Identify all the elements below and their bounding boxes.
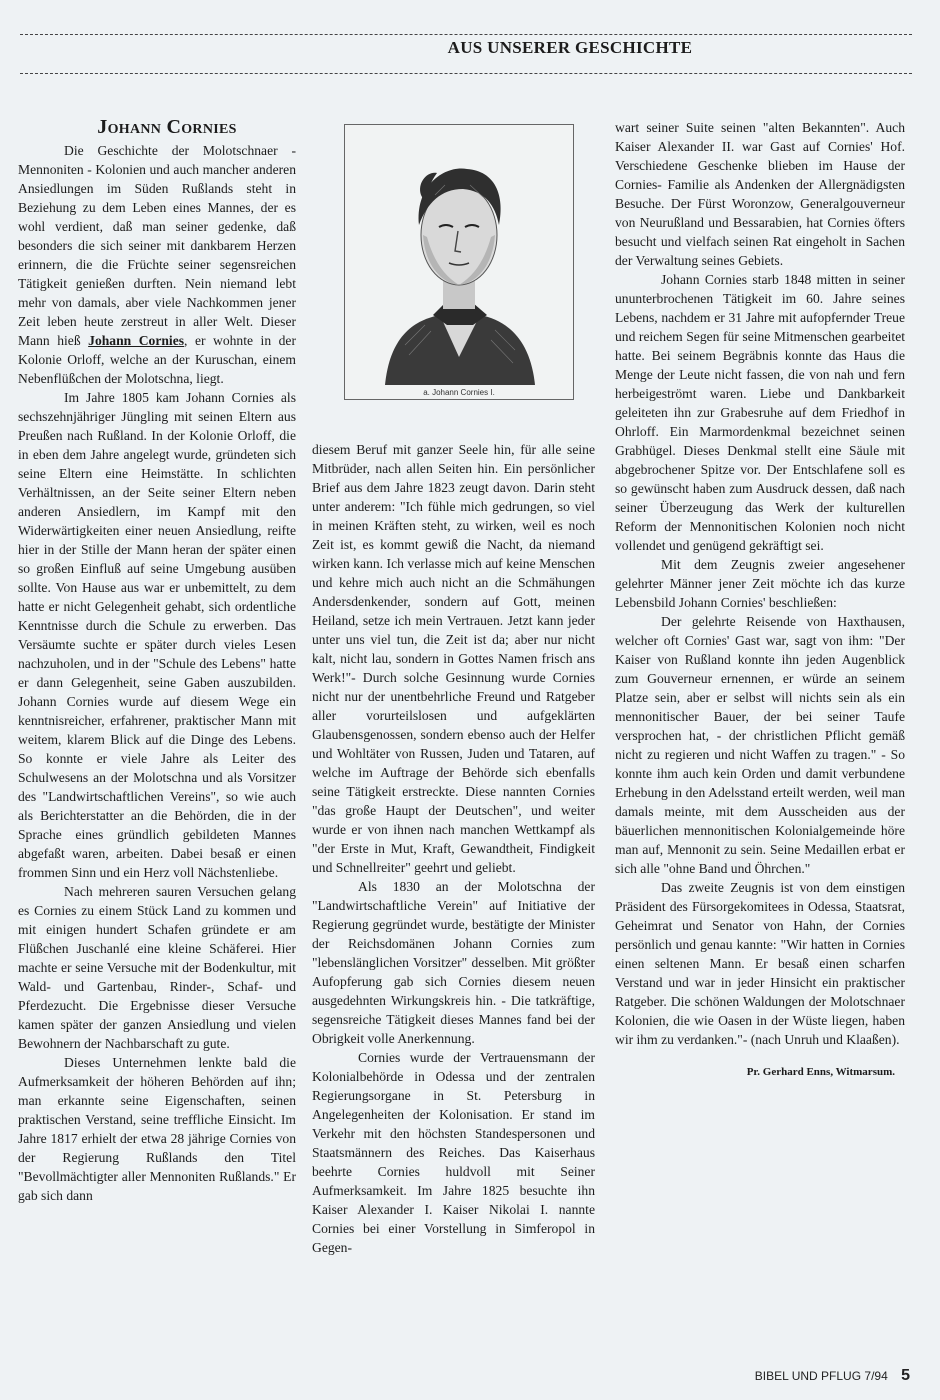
paragraph: Johann Cornies starb 1848 mitten in seiner ununterbrochenen Tätigkeit im 60. Jahre seines Lebens, nachdem er 31 Jahre mit aufopfernder Treue und reichem Segen für seine Mitmenschen gearbeitet hatte. Bei seinem Begräbnis konnte das Haus die Menge der Leute nicht fassen, die von nah und fern herbeigeströmt waren. Liebe und Dankbarkeit geleiteten ihn zur Grabesruhe auf dem Friedhof in Ohrloff. Ein Marmordenkmal bezeichnet seinen Grabhügel. Dieses Denkmal stellt eine Säule mit abgebrochener Spitze vor. Der Entschlafene soll es so gewünscht haben zum Ausdruck dessen, daß nach seiner Überzeugung das Werk der kulturellen Reform der Mennonitischen Kolonien noch nicht vollendet und genügend gekräftigt sei. bbox=[615, 272, 905, 553]
issue-number: 7/94 bbox=[864, 1369, 888, 1383]
paragraph: Mit dem Zeugnis zweier angesehener gelehrter Männer jener Zeit möchte ich das kurze Lebensbild Johann Cornies' beschließen: bbox=[615, 557, 905, 610]
page-number: 5 bbox=[901, 1367, 910, 1384]
header-rule-top bbox=[20, 34, 912, 35]
paragraph: diesem Beruf mit ganzer Seele hin, für alle seine Mitbrüder, nach allen Seiten hin. Ein persönlicher Brief aus dem Jahre 1823 zeugt davon. Darin steht unter anderem: "Ich fühle mich gedrungen, so viel in meinen Kräften steht, zu wirken, weil es noch Zeit ist, es kommt gewiß die Nacht, da niemand wirken kann. Ich verlasse mich auf keine Menschen und kehre mich auch nicht an die Schmähungen Andersdenkender, sondern auf Gott, meinen Heiland, setze ich mein Vertrauen. Jetzt kann jeder unter uns viel tun, die Zeit ist da; aber nur nicht kalt, nicht lau, sondern in Gottes Namen frisch ans Werk!"- Durch solche Gesinnung wurde Cornies nicht nur der unentbehrliche Freund und Ratgeber aller vorurteilslosen und aufgeklärten Glaubensgenossen, sondern ebenso auch der Helfer und Wohltäter von Russen, Juden und Tataren, auf welche im Auftrage der Behörde sich ebenfalls seine Tätigkeit erstreckte. Diese nannten Cornies "das große Haupt der Deutschen", und weiter wurde er von ihnen nach manchen Wettkampf als "der Erste in Mut, Kraft, Gewandtheit, Findigkeit und Schnellreiter" geehrt und geliebt. bbox=[312, 442, 595, 875]
header-rule-bottom bbox=[20, 73, 912, 74]
paragraph-text: , er wohnte in der Kolonie Orloff, welche an der Kuruschan, einem Nebenflüßchen der Molotschna, liegt. bbox=[18, 333, 296, 386]
article-title: Johann Cornies bbox=[97, 116, 237, 138]
paragraph: Im Jahre 1805 kam Johann Cornies als sechszehnjähriger Jüngling mit seinen Eltern aus Preußen nach Rußland. In der Kolonie Orloff, die in eben dem Jahre angelegt wurde, gründeten sich seine Eltern eine Heimstätte. In schlichten Verhältnissen, an der Seite seiner Eltern neben anderen Ansiedlern, im Kampf mit den Widerwärtigkeiten einer neuen Ansiedlung, reifte hier in der Stille der Mann heran der später einen so großen Einfluß auf seine Umgebung ausüben sollte. Von Hause aus war er unbemittelt, zu dem hatte er nicht Gelegenheit gehabt, sich ordentliche Kenntnisse durch die Schule zu erwerben. Das Versäumte suchte er später durch vieles Lesen nachzuholen, und in der "Schule des Lebens" hatte er dann Gelegenheit, seine Gaben auszubilden. Johann Cornies wurde auf diesem Wege ein kenntnisreicher, erfahrener, praktischer Mann mit weitem, klarem Blick auf die Dinge des Lebens. So konnte er viele Jahre als Leiter des Schulwesens an der Molotschna und als Vorsitzer des "Landwirtschaftlichen Vereins", so wie auch als Berichterstatter an die Behörden, die in der Sprache eines gründlich gebildeten Mannes abgefaßt waren, arbeiten. Dabei besaß er einen frommen Sinn und ein Herz voll Nächstenliebe. bbox=[18, 390, 296, 880]
section-title: AUS UNSERER GESCHICHTE bbox=[447, 38, 693, 57]
publication-name: BIBEL UND PFLUG bbox=[754, 1369, 862, 1383]
figure-caption: a. Johann Cornies I. bbox=[423, 388, 495, 397]
paragraph: Cornies wurde der Vertrauensmann der Kolonialbehörde in Odessa und der zentralen Regierungsorgane in St. Petersburg in Angelegenheiten der Kolonisation. Er stand im Verkehr mit den höchsten Standespersonen und Staatsmännern des Reiches. Das Kaiserhaus beehrte Cornies huldvoll mit Seiner Aufmerksamkeit. Im Jahre 1825 besuchte ihn Kaiser Alexander I. Kaiser Nikolai I. nannte Cornies bei einer Vorstellung in Simferopol in Gegen- bbox=[312, 1050, 595, 1255]
article-column-1 bbox=[18, 118, 296, 1205]
portrait-illustration bbox=[345, 125, 573, 385]
portrait-figure bbox=[344, 124, 574, 400]
paragraph: Als 1830 an der Molotschna der "Landwirtschaftliche Verein" auf Initiative der Regierung gegründet wurde, bestätigte der Minister der Reichsdomänen Johann Cornies zum "lebenslänglichen Vorsitzer" desselben. Mit größter Aufopferung gab sich Cornies diesem neuen ausgedehnten Wirkungskreis hin. - Die tatkräftige, segensreiche Tätigkeit dieses Mannes fand bei der Obrigkeit volle Anerkennung. bbox=[312, 879, 595, 1046]
person-name: Johann Cornies bbox=[88, 333, 185, 348]
author-signature: Pr. Gerhard Enns, Witmarsum. bbox=[746, 1066, 895, 1078]
paragraph: Dieses Unternehmen lenkte bald die Aufmerksamkeit der höheren Behörden auf ihn; man erkannte seine Eigenschaften, seinen praktischen Verstand, seine treffliche Einsicht. Im Jahre 1817 erhielt der etwa 28 jährige Cornies von der Regierung Rußlands den Titel "Bevollmächtigter aller Mennoniten Rußlands." Er gab sich dann bbox=[18, 1055, 296, 1203]
paragraph-text: Die Geschichte der Molotschnaer - Mennoniten - Kolonien und auch mancher anderen Ansiedlungen im Süden Rußlands steht in Beziehung zu dem Leben eines Mannes, der es wohl verdient, daß man seiner gedenke, daß besonders die sich seiner mit dankbarem Herzen erinnern, die die Früchte seiner segensreichen Tätigkeit genießen durften. Nein niemand lebt mehr von damals, aber viele Nachkommen jener Zeit leben heute zerstreut in aller Welt. Dieser Mann hieß bbox=[18, 143, 296, 348]
paragraph: wart seiner Suite seinen "alten Bekannten". Auch Kaiser Alexander II. war Gast auf Cornies' Hof. Verschiedene Geschenke blieben im Hause der Cornies- Familie als Andenken der Allergnädigsten Besuche. Der Fürst Woronzow, Generalgouverneur von Neurußland und Bessarabien, hat Cornies öfters besucht und vielfach seinen Rat eingeholt in Sachen der Verwaltung seines Gebiets. bbox=[615, 120, 905, 268]
paragraph: Nach mehreren sauren Versuchen gelang es Cornies zu einem Stück Land zu kommen und mit einigen hundert Schafen gründete er am Flüßchen Juschanlé eine kleine Schäferei. Hier machte er seine Versuche mit der Bodenkultur, mit Wald- und Gartenbau, Rinder-, Schaf- und Pferdezucht. Die Ergebnisse dieser Versuche kamen später der ganzen Ansiedlung und vielen Bewohnern der Nachbarschaft zu gute. bbox=[18, 884, 296, 1051]
page-footer bbox=[755, 1367, 910, 1385]
article-column-2 bbox=[312, 440, 595, 1257]
paragraph: Das zweite Zeugnis ist von dem einstigen Präsident des Fürsorgekomitees in Odessa, Staatsrat, Geheimrat und Senator von Hahn, der Cornies persönlich und genau kannte: "Wir hatten in Cornies einen seltenen Mann. Er besaß einen scharfen Verstand und war in jeder Hinsicht ein praktischer Ratgeber. Die schönen Waldungen der Molotschnaer Kolonien, die wie Oasen in der Wüste liegen, haben wir ihm zu verdanken."- (nach Unruh und Klaaßen). bbox=[615, 880, 905, 1047]
paragraph bbox=[18, 141, 296, 388]
paragraph: Der gelehrte Reisende von Haxthausen, welcher oft Cornies' Gast war, sagt von ihm: "Der Kaiser von Rußland konnte ihn jeden Augenblick zum Gouverneur ernennen, er würde an seinem Platze sein, aber er selbst will nichts sein als ein mennonitischer Bauer, der bei seiner Taufe versprochen hat, - der christlichen Pflicht gemäß nicht zu regieren und nicht Waffen zu tragen." - So konnte ihm auch kein Orden und damit verbundene Erhebung in den Adelsstand erteilt werden, weil man damals meinte, mit dem Ausscheiden aus der bäuerlichen mennonitischen Kolonialgemeinde höre man auf, Mennonit zu sein. Seine Medaillen erbat er sich alle "ohne Band und Öhrchen." bbox=[615, 614, 905, 876]
article-column-3 bbox=[615, 118, 905, 1082]
